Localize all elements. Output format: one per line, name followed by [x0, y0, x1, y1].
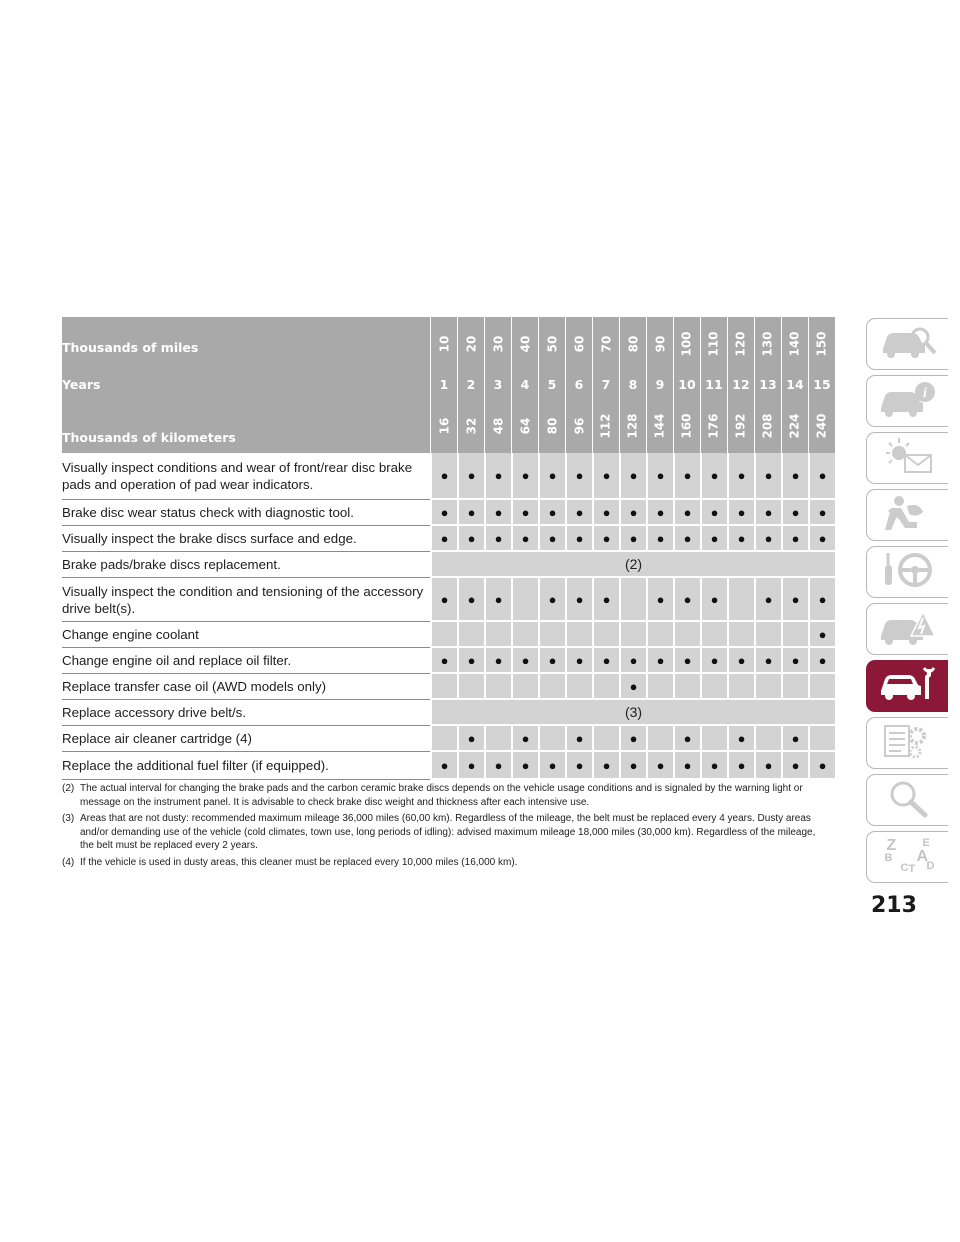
- header-years-label: Years: [62, 367, 430, 401]
- footnote-number: (3): [62, 813, 75, 824]
- maintenance-mark: ●: [538, 500, 565, 526]
- header-years-value-text: 5: [547, 376, 557, 392]
- maintenance-mark: ●: [565, 752, 592, 780]
- operation-label: Brake pads/brake discs replacement.: [62, 552, 430, 578]
- index-letter: A: [916, 848, 929, 865]
- header-km-value: [592, 401, 619, 453]
- maintenance-mark: ●: [619, 526, 646, 552]
- maintenance-mark: ●: [781, 453, 808, 500]
- maintenance-mark: ●: [619, 453, 646, 500]
- maintenance-mark: ●: [700, 453, 727, 500]
- empty-cell: [700, 622, 727, 648]
- chapter-tab[interactable]: [866, 318, 948, 370]
- header-years-value-text: 4: [520, 376, 530, 392]
- maintenance-mark: ●: [781, 726, 808, 752]
- header-km-value: [700, 401, 727, 453]
- header-miles-value-text: 110: [707, 331, 721, 357]
- maintenance-mark: ●: [808, 453, 835, 500]
- car-search-icon: [877, 321, 939, 368]
- header-miles-value-text: 10: [436, 335, 451, 353]
- footnote: [62, 856, 832, 870]
- maintenance-mark: ●: [700, 648, 727, 674]
- schedule-row: [62, 578, 835, 622]
- schedule-row: [62, 726, 835, 752]
- maintenance-mark: ●: [727, 526, 754, 552]
- header-miles-value: [808, 317, 835, 367]
- car-service-wrench-icon: [877, 663, 939, 710]
- header-years-value: [430, 367, 457, 401]
- header-years-value-text: 10: [678, 376, 696, 392]
- maintenance-mark: ●: [808, 526, 835, 552]
- operation-label: Visually inspect conditions and wear of front/rear disc brake pads and operation of pad wear indicators.: [62, 453, 430, 500]
- empty-cell: [754, 622, 781, 648]
- empty-cell: [484, 674, 511, 700]
- empty-cell: [781, 674, 808, 700]
- chapter-tab[interactable]: [866, 717, 948, 769]
- maintenance-mark: ●: [673, 453, 700, 500]
- magnifier-icon: [877, 777, 939, 824]
- header-years-value: [511, 367, 538, 401]
- empty-cell: [754, 726, 781, 752]
- maintenance-mark: ●: [619, 674, 646, 700]
- operation-label: Visually inspect the condition and tensioning of the accessory drive belt(s).: [62, 578, 430, 622]
- chapter-tab[interactable]: [866, 603, 948, 655]
- maintenance-mark: ●: [619, 500, 646, 526]
- header-miles-value-text: 130: [761, 331, 775, 357]
- car-accident-icon: [877, 606, 939, 653]
- maintenance-mark: ●: [808, 500, 835, 526]
- interval-footnote-ref: (2): [430, 552, 835, 578]
- header-miles-value: [700, 317, 727, 367]
- maintenance-mark: ●: [700, 500, 727, 526]
- footnote-text: The actual interval for changing the brake pads and the carbon ceramic brake discs depends on the vehicle usage conditions and is signaled by the warning light or message on the instrument panel. It is advisable to check brake disc weight and thickness after each intensive use.: [80, 783, 803, 808]
- maintenance-mark: ●: [754, 752, 781, 780]
- header-miles-value-text: 120: [734, 331, 748, 357]
- header-km-label: Thousands of kilometers: [62, 401, 430, 453]
- maintenance-mark: ●: [511, 648, 538, 674]
- maintenance-mark: ●: [754, 648, 781, 674]
- maintenance-mark: ●: [430, 648, 457, 674]
- header-km-value-text: 48: [490, 417, 505, 435]
- specifications-gears-icon: [877, 720, 939, 767]
- header-years-value: [538, 367, 565, 401]
- maintenance-mark: ●: [484, 500, 511, 526]
- footnote-text: Areas that are not dusty: recommended maximum mileage 36,000 miles (60,00 km). Regardless of the mileage, the belt must be replaced every 4 years. Dusty areas and/or demanding use of the vehicle (cold climates, town use, long periods of idling): advised maximum mileage 18,000 miles (30,000 km). Regardless of the mileage, the belt must be replaced every 2 years.: [80, 813, 816, 851]
- header-miles-value: [430, 317, 457, 367]
- header-years-value: [781, 367, 808, 401]
- empty-cell: [673, 622, 700, 648]
- header-miles-value-text: 80: [625, 335, 640, 353]
- alphabetical-index-icon: [877, 835, 939, 879]
- maintenance-mark: ●: [538, 526, 565, 552]
- maintenance-mark: ●: [592, 752, 619, 780]
- chapter-tab[interactable]: [866, 660, 948, 712]
- maintenance-mark: ●: [808, 752, 835, 780]
- header-miles-value: [646, 317, 673, 367]
- maintenance-mark: ●: [754, 578, 781, 622]
- header-miles-value-text: 40: [517, 335, 532, 353]
- maintenance-mark: ●: [484, 648, 511, 674]
- header-years-value-text: 1: [439, 376, 449, 392]
- header-miles-value-text: 90: [652, 335, 667, 353]
- maintenance-mark: ●: [727, 648, 754, 674]
- chapter-tab[interactable]: [866, 375, 948, 427]
- header-years-value-text: 9: [655, 376, 665, 392]
- index-letter: B: [884, 852, 893, 864]
- empty-cell: [727, 622, 754, 648]
- maintenance-mark: ●: [430, 578, 457, 622]
- maintenance-mark: ●: [808, 622, 835, 648]
- operation-label: Replace the additional fuel filter (if equipped).: [62, 752, 430, 780]
- maintenance-mark: ●: [646, 578, 673, 622]
- header-years-value-text: 2: [466, 376, 476, 392]
- header-km-value-text: 160: [680, 413, 694, 439]
- empty-cell: [592, 622, 619, 648]
- maintenance-mark: ●: [484, 578, 511, 622]
- header-years-value: [700, 367, 727, 401]
- footnote-number: (2): [62, 783, 75, 794]
- operation-label: Replace air cleaner cartridge (4): [62, 726, 430, 752]
- maintenance-mark: ●: [511, 526, 538, 552]
- header-years-value: [619, 367, 646, 401]
- seat-airbag-icon: [877, 492, 939, 539]
- empty-cell: [619, 578, 646, 622]
- maintenance-mark: ●: [781, 752, 808, 780]
- schedule-row: [62, 526, 835, 552]
- header-km-value: [754, 401, 781, 453]
- maintenance-mark: ●: [565, 578, 592, 622]
- operation-label: Replace transfer case oil (AWD models only): [62, 674, 430, 700]
- empty-cell: [808, 674, 835, 700]
- header-miles-value-text: 50: [544, 335, 559, 353]
- maintenance-mark: ●: [538, 578, 565, 622]
- maintenance-mark: ●: [673, 578, 700, 622]
- header-years-value: [673, 367, 700, 401]
- maintenance-mark: ●: [754, 526, 781, 552]
- header-miles-value: [511, 317, 538, 367]
- empty-cell: [484, 726, 511, 752]
- maintenance-mark: ●: [484, 453, 511, 500]
- maintenance-mark: ●: [700, 578, 727, 622]
- header-years-value: [484, 367, 511, 401]
- header-miles-value-text: 70: [598, 335, 613, 353]
- maintenance-mark: ●: [565, 648, 592, 674]
- empty-cell: [457, 622, 484, 648]
- maintenance-mark: ●: [727, 453, 754, 500]
- maintenance-mark: ●: [457, 648, 484, 674]
- schedule-row: [62, 752, 835, 780]
- operation-label: Replace accessory drive belt/s.: [62, 700, 430, 726]
- page-number: 213: [871, 893, 917, 918]
- maintenance-mark: ●: [673, 526, 700, 552]
- maintenance-mark: ●: [538, 752, 565, 780]
- chapter-tab[interactable]: [866, 432, 948, 484]
- index-letter: D: [926, 860, 935, 872]
- header-km-value: [484, 401, 511, 453]
- maintenance-mark: ●: [646, 453, 673, 500]
- header-miles-value-text: 150: [815, 331, 829, 357]
- schedule-row: [62, 700, 835, 726]
- schedule-row: [62, 453, 835, 500]
- header-km-value: [781, 401, 808, 453]
- header-miles-row: [62, 317, 835, 367]
- empty-cell: [808, 726, 835, 752]
- chapter-sidebar: [866, 318, 948, 888]
- maintenance-mark: ●: [484, 526, 511, 552]
- empty-cell: [430, 726, 457, 752]
- header-km-value-text: 96: [571, 417, 586, 435]
- empty-cell: [565, 674, 592, 700]
- empty-cell: [754, 674, 781, 700]
- header-years-value: [754, 367, 781, 401]
- header-miles-value: [592, 317, 619, 367]
- empty-cell: [700, 674, 727, 700]
- header-miles-label: Thousands of miles: [62, 317, 430, 367]
- operation-label: Change engine oil and replace oil filter.: [62, 648, 430, 674]
- header-miles-value: [457, 317, 484, 367]
- maintenance-mark: ●: [538, 453, 565, 500]
- header-km-value: [646, 401, 673, 453]
- maintenance-mark: ●: [619, 726, 646, 752]
- chapter-tab[interactable]: [866, 489, 948, 541]
- header-miles-value: [565, 317, 592, 367]
- maintenance-mark: ●: [781, 578, 808, 622]
- car-info-icon: [877, 378, 939, 425]
- maintenance-mark: ●: [592, 453, 619, 500]
- chapter-tab[interactable]: [866, 774, 948, 826]
- operation-label: Change engine coolant: [62, 622, 430, 648]
- maintenance-mark: ●: [646, 500, 673, 526]
- header-km-value: [538, 401, 565, 453]
- header-years-value-text: 7: [601, 376, 611, 392]
- maintenance-mark: ●: [457, 500, 484, 526]
- maintenance-mark: ●: [592, 648, 619, 674]
- maintenance-mark: ●: [754, 453, 781, 500]
- header-km-value-text: 240: [815, 413, 829, 439]
- header-years-value-text: 11: [705, 376, 723, 392]
- maintenance-mark: ●: [592, 526, 619, 552]
- header-km-value: [565, 401, 592, 453]
- empty-cell: [619, 622, 646, 648]
- steering-wheel-icon: [877, 549, 939, 596]
- empty-cell: [646, 726, 673, 752]
- header-km-value-text: 224: [788, 413, 802, 439]
- schedule-row: [62, 674, 835, 700]
- warning-light-message-icon: [877, 435, 939, 482]
- index-letter: C: [900, 862, 909, 874]
- empty-cell: [592, 726, 619, 752]
- header-miles-value: [484, 317, 511, 367]
- empty-cell: [511, 578, 538, 622]
- index-letter: T: [908, 863, 916, 875]
- header-years-value: [727, 367, 754, 401]
- svg-text:i: i: [922, 385, 927, 401]
- empty-cell: [511, 674, 538, 700]
- header-km-value: [673, 401, 700, 453]
- header-miles-value: [619, 317, 646, 367]
- header-km-value: [430, 401, 457, 453]
- schedule-row: [62, 500, 835, 526]
- maintenance-mark: ●: [430, 752, 457, 780]
- header-years-value-text: 14: [786, 376, 804, 392]
- empty-cell: [538, 622, 565, 648]
- empty-cell: [727, 578, 754, 622]
- header-km-value-text: 80: [544, 417, 559, 435]
- header-miles-value-text: 60: [571, 335, 586, 353]
- header-miles-value: [754, 317, 781, 367]
- header-years-value: [457, 367, 484, 401]
- footnotes: [62, 782, 832, 872]
- maintenance-mark: ●: [430, 453, 457, 500]
- header-years-value: [646, 367, 673, 401]
- maintenance-mark: ●: [565, 453, 592, 500]
- operation-label: Visually inspect the brake discs surface and edge.: [62, 526, 430, 552]
- maintenance-mark: ●: [565, 526, 592, 552]
- maintenance-mark: ●: [727, 752, 754, 780]
- empty-cell: [430, 674, 457, 700]
- maintenance-mark: ●: [646, 526, 673, 552]
- empty-cell: [484, 622, 511, 648]
- empty-cell: [646, 622, 673, 648]
- header-miles-value: [673, 317, 700, 367]
- maintenance-mark: ●: [727, 500, 754, 526]
- header-years-value-text: 13: [759, 376, 777, 392]
- maintenance-mark: ●: [619, 648, 646, 674]
- maintenance-mark: ●: [781, 500, 808, 526]
- maintenance-mark: ●: [727, 726, 754, 752]
- maintenance-mark: ●: [511, 726, 538, 752]
- maintenance-mark: ●: [430, 500, 457, 526]
- header-years-value-text: 15: [813, 376, 831, 392]
- empty-cell: [781, 622, 808, 648]
- schedule-row: [62, 622, 835, 648]
- footnote: [62, 812, 832, 853]
- header-km-value: [619, 401, 646, 453]
- empty-cell: [646, 674, 673, 700]
- interval-footnote-ref: (3): [430, 700, 835, 726]
- header-km-value: [457, 401, 484, 453]
- maintenance-mark: ●: [484, 752, 511, 780]
- maintenance-mark: ●: [592, 500, 619, 526]
- maintenance-mark: ●: [511, 752, 538, 780]
- header-years-value-text: 8: [628, 376, 638, 392]
- schedule-row: [62, 552, 835, 578]
- header-km-value: [511, 401, 538, 453]
- empty-cell: [592, 674, 619, 700]
- header-km-value-text: 144: [653, 413, 667, 439]
- header-km-value-text: 64: [517, 417, 532, 435]
- maintenance-mark: ●: [511, 453, 538, 500]
- empty-cell: [700, 726, 727, 752]
- maintenance-mark: ●: [592, 578, 619, 622]
- empty-cell: [673, 674, 700, 700]
- maintenance-mark: ●: [457, 453, 484, 500]
- maintenance-mark: ●: [457, 578, 484, 622]
- maintenance-mark: ●: [511, 500, 538, 526]
- maintenance-mark: ●: [646, 752, 673, 780]
- maintenance-mark: ●: [808, 648, 835, 674]
- maintenance-mark: ●: [457, 526, 484, 552]
- header-km-value-text: 192: [734, 413, 748, 439]
- empty-cell: [511, 622, 538, 648]
- maintenance-mark: ●: [457, 726, 484, 752]
- empty-cell: [727, 674, 754, 700]
- header-miles-value-text: 100: [680, 331, 694, 357]
- maintenance-mark: ●: [781, 526, 808, 552]
- maintenance-mark: ●: [673, 726, 700, 752]
- chapter-tab[interactable]: [866, 546, 948, 598]
- header-years-row: [62, 367, 835, 401]
- schedule-row: [62, 648, 835, 674]
- header-km-value: [727, 401, 754, 453]
- header-km-value: [808, 401, 835, 453]
- maintenance-mark: ●: [808, 578, 835, 622]
- maintenance-mark: ●: [781, 648, 808, 674]
- maintenance-mark: ●: [619, 752, 646, 780]
- header-km-value-text: 32: [463, 417, 478, 435]
- maintenance-mark: ●: [754, 500, 781, 526]
- header-years-value: [565, 367, 592, 401]
- maintenance-mark: ●: [700, 526, 727, 552]
- maintenance-mark: ●: [646, 648, 673, 674]
- empty-cell: [565, 622, 592, 648]
- header-years-value-text: 3: [493, 376, 503, 392]
- footnote-number: (4): [62, 856, 75, 868]
- header-km-value-text: 16: [436, 417, 451, 435]
- footnote: [62, 782, 832, 809]
- header-km-value-text: 176: [707, 413, 721, 439]
- header-miles-value: [538, 317, 565, 367]
- maintenance-mark: ●: [430, 526, 457, 552]
- maintenance-mark: ●: [565, 500, 592, 526]
- header-miles-value: [781, 317, 808, 367]
- header-miles-value: [727, 317, 754, 367]
- empty-cell: [430, 622, 457, 648]
- empty-cell: [538, 674, 565, 700]
- maintenance-mark: ●: [673, 648, 700, 674]
- header-km-value-text: 112: [599, 413, 613, 439]
- header-years-value-text: 12: [732, 376, 750, 392]
- index-letter: Z: [886, 837, 897, 854]
- header-years-value-text: 6: [574, 376, 584, 392]
- maintenance-mark: ●: [673, 500, 700, 526]
- header-miles-value-text: 140: [788, 331, 802, 357]
- maintenance-mark: ●: [700, 752, 727, 780]
- maintenance-mark: ●: [457, 752, 484, 780]
- chapter-tab[interactable]: [866, 831, 948, 883]
- footnote-text: If the vehicle is used in dusty areas, this cleaner must be replaced every 10,000 miles (16,000 km).: [80, 856, 518, 868]
- header-km-value-text: 128: [626, 413, 640, 439]
- maintenance-schedule-table: [62, 317, 835, 780]
- maintenance-mark: ●: [565, 726, 592, 752]
- header-years-value: [592, 367, 619, 401]
- header-miles-value-text: 20: [463, 335, 478, 353]
- maintenance-mark: ●: [673, 752, 700, 780]
- index-letter: E: [922, 837, 930, 849]
- empty-cell: [457, 674, 484, 700]
- header-years-value: [808, 367, 835, 401]
- empty-cell: [538, 726, 565, 752]
- header-km-row: [62, 401, 835, 453]
- operation-label: Brake disc wear status check with diagnostic tool.: [62, 500, 430, 526]
- header-km-value-text: 208: [761, 413, 775, 439]
- header-miles-value-text: 30: [490, 335, 505, 353]
- maintenance-mark: ●: [538, 648, 565, 674]
